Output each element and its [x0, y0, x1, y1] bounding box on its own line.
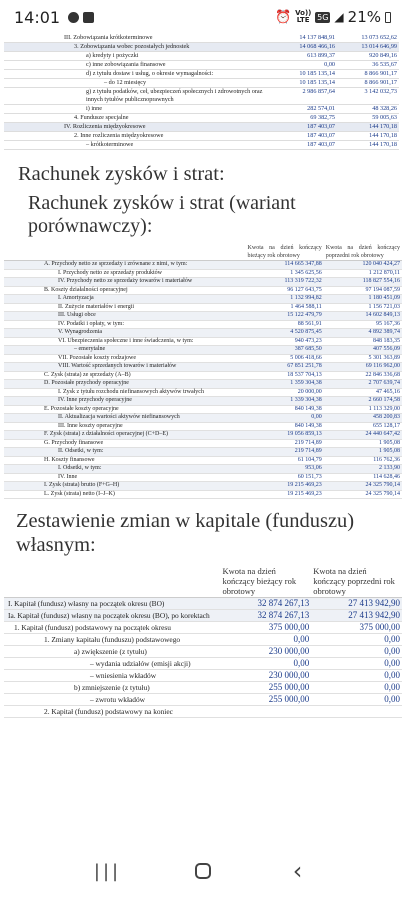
pl-row-previous-value: 4 892 389,74: [324, 329, 402, 338]
equity-row-previous-value: 0,00: [311, 646, 402, 658]
pl-row: [4, 405, 402, 414]
equity-title: Zestawienie zmian w kapitale (funduszu) własnym:: [16, 510, 355, 556]
equity-row: [4, 622, 402, 634]
pl-row-label: IV. Inne: [4, 473, 246, 482]
balance-row-current-value: 187 403,07: [275, 141, 337, 150]
balance-row-label: d) z tytułu dostaw i usług, o okresie wymagalności:: [4, 70, 275, 79]
balance-row: [4, 61, 399, 70]
pl-row-previous-value: 1 113 329,00: [324, 405, 402, 414]
balance-row: [4, 105, 399, 114]
equity-header-previous: Kwota na dzień kończący poprzedni rok obrotowy: [311, 565, 402, 598]
equity-row-previous-value: 27 413 942,90: [311, 610, 402, 622]
pl-row-current-value: 5 006 418,66: [246, 354, 324, 363]
pl-row-current-value: 4 520 875,45: [246, 329, 324, 338]
balance-row: [4, 79, 399, 88]
equity-row-label: I. Kapitał (fundusz) własny na początek okresu (BO): [4, 598, 221, 610]
balance-row-current-value: 282 574,01: [275, 105, 337, 114]
pl-row-current-value: 96 127 643,75: [246, 286, 324, 295]
pl-row-label: E. Pozostałe koszty operacyjne: [4, 405, 246, 414]
status-bar: [0, 0, 405, 34]
balance-row-label: III. Zobowiązania krótkoterminowe: [4, 34, 275, 43]
pl-row-label: H. Koszty finansowe: [4, 456, 246, 465]
pl-row-previous-value: 97 194 087,59: [324, 286, 402, 295]
equity-row: [4, 610, 402, 622]
balance-row: [4, 141, 399, 150]
equity-row-label: Ia. Kapitał (fundusz) własny na początek okresu (BO), po korektach: [4, 610, 221, 622]
pl-row-previous-value: 95 167,36: [324, 320, 402, 329]
pl-row-label: D. Pozostałe przychody operacyjne: [4, 380, 246, 389]
balance-row-current-value: 14 068 466,16: [275, 43, 337, 52]
equity-row-label: 1. Kapitał (fundusz) podstawowy na początek okresu: [4, 622, 221, 634]
equity-row-label: – zwrotu wkładów: [4, 694, 221, 706]
balance-row: [4, 114, 399, 123]
pl-row: [4, 422, 402, 431]
pl-row-label: II. Zużycie materiałów i energii: [4, 303, 246, 312]
equity-row-label: 1. Zmiany kapitału (funduszu) podstawowego: [4, 634, 221, 646]
balance-row-previous-value: 3 142 032,73: [337, 88, 399, 105]
balance-row-previous-value: 13 014 646,99: [337, 43, 399, 52]
pl-row-label: B. Koszty działalności operacyjnej: [4, 286, 246, 295]
balance-row-label: IV. Rozliczenia międzyokresowe: [4, 123, 275, 132]
equity-row-label: – wydania udziałów (emisji akcji): [4, 658, 221, 670]
pl-row-label: I. Odsetki, w tym:: [4, 465, 246, 474]
image-icon: [83, 12, 94, 23]
pl-row-previous-value: 458 200,83: [324, 414, 402, 423]
equity-row-current-value: 32 874 267,13: [221, 610, 312, 622]
pl-row-label: G. Przychody finansowe: [4, 439, 246, 448]
pl-row-previous-value: 2 707 639,74: [324, 380, 402, 389]
equity-header-current: Kwota na dzień kończący bieżący rok obrotowy: [221, 565, 312, 598]
pl-row-current-value: 219 714,89: [246, 439, 324, 448]
balance-row-previous-value: 59 005,63: [337, 114, 399, 123]
equity-row-current-value: 0,00: [221, 634, 312, 646]
pl-row: [4, 312, 402, 321]
equity-row: [4, 694, 402, 706]
pl-header-row: [4, 244, 402, 261]
pl-row-current-value: 18 537 704,13: [246, 371, 324, 380]
balance-row: [4, 132, 399, 141]
equity-row-previous-value: 0,00: [311, 682, 402, 694]
pl-row-label: IV. Inne przychody operacyjne: [4, 397, 246, 406]
pl-row-current-value: 840 149,38: [246, 422, 324, 431]
pl-row: [4, 414, 402, 423]
pl-row-label: I. Przychody netto ze sprzedaży produktów: [4, 269, 246, 278]
pl-row-current-value: 113 319 722,32: [246, 278, 324, 287]
pl-row-label: II. Odsetki, w tym:: [4, 448, 246, 457]
pl-row-current-value: 1 132 994,82: [246, 295, 324, 304]
equity-row-label: b) zmniejszenie (z tytułu): [4, 682, 221, 694]
balance-row-label: 2. Inne rozliczenia międzyokresowe: [4, 132, 275, 141]
pl-row-label: VIII. Wartość sprzedanych towarów i materiałów: [4, 363, 246, 372]
pl-row-previous-value: 24 325 790,14: [324, 490, 402, 499]
equity-row: [4, 634, 402, 646]
pl-row-current-value: 60 151,73: [246, 473, 324, 482]
pl-row-current-value: 0,00: [246, 414, 324, 423]
pl-row-previous-value: 14 602 849,13: [324, 312, 402, 321]
equity-row-current-value: 230 000,00: [221, 670, 312, 682]
pl-row-current-value: 67 851 251,78: [246, 363, 324, 372]
balance-row: [4, 34, 399, 43]
pl-row-previous-value: 848 183,35: [324, 337, 402, 346]
pl-row: [4, 346, 402, 355]
home-button[interactable]: [183, 856, 223, 886]
alarm-icon: ⏰: [274, 9, 292, 25]
pl-row-current-value: 61 104,79: [246, 456, 324, 465]
pl-row-current-value: 1 345 625,56: [246, 269, 324, 278]
pl-row: [4, 482, 402, 491]
balance-row-current-value: 0,00: [275, 61, 337, 70]
balance-row-previous-value: 48 328,26: [337, 105, 399, 114]
pl-row-label: II. Aktualizacja wartości aktywów niefinansowych: [4, 414, 246, 423]
pl-row-current-value: 953,06: [246, 465, 324, 474]
pl-row-previous-value: 1 212 870,11: [324, 269, 402, 278]
pl-row-current-value: 15 122 479,79: [246, 312, 324, 321]
balance-row-current-value: 69 382,75: [275, 114, 337, 123]
balance-sheet-table: [4, 34, 399, 150]
balance-row-previous-value: 8 866 901,17: [337, 79, 399, 88]
balance-row: [4, 88, 399, 105]
balance-row-current-value: 2 986 857,64: [275, 88, 337, 105]
pl-row-previous-value: 1 905,08: [324, 439, 402, 448]
pl-row-label: IV. Przychody netto ze sprzedaży towarów i materiałów: [4, 278, 246, 287]
pl-row-label: V. Wynagrodzenia: [4, 329, 246, 338]
back-button[interactable]: [278, 856, 318, 886]
recents-button[interactable]: [88, 856, 128, 886]
equity-row-current-value: 0,00: [221, 658, 312, 670]
pl-row-previous-value: 22 846 336,68: [324, 371, 402, 380]
pl-row-current-value: 1 464 588,11: [246, 303, 324, 312]
pl-row: [4, 303, 402, 312]
pl-row: [4, 337, 402, 346]
balance-row: [4, 43, 399, 52]
pl-row-previous-value: 69 116 962,00: [324, 363, 402, 372]
pl-row: [4, 380, 402, 389]
pl-row-previous-value: 655 128,17: [324, 422, 402, 431]
battery-icon: [385, 12, 391, 23]
pl-row-current-value: 19 215 469,23: [246, 490, 324, 499]
equity-row-previous-value: 0,00: [311, 670, 402, 682]
pl-row: [4, 329, 402, 338]
equity-row-current-value: 255 000,00: [221, 682, 312, 694]
balance-row: [4, 52, 399, 61]
balance-row: [4, 70, 399, 79]
pl-row-label: I. Zysk (strata) brutto (F+G–H): [4, 482, 246, 491]
pl-row: [4, 286, 402, 295]
equity-row: [4, 706, 402, 718]
pl-row-current-value: 19 215 469,23: [246, 482, 324, 491]
balance-row-label: i) inne: [4, 105, 275, 114]
pl-row-current-value: 1 339 304,38: [246, 397, 324, 406]
pl-row-current-value: 840 149,38: [246, 405, 324, 414]
balance-row-current-value: 10 185 135,14: [275, 70, 337, 79]
pl-row-current-value: 19 056 859,13: [246, 431, 324, 440]
pl-row: [4, 354, 402, 363]
notification-icons: [68, 12, 94, 23]
pl-row-previous-value: 1 156 721,03: [324, 303, 402, 312]
pl-row-label: I. Amortyzacja: [4, 295, 246, 304]
pl-table-title: Rachunek zysków i strat (wariant porównawczy):: [28, 192, 296, 237]
balance-row-previous-value: 920 849,16: [337, 52, 399, 61]
balance-row-label: – krótkoterminowe: [4, 141, 275, 150]
equity-row-current-value: 32 874 267,13: [221, 598, 312, 610]
balance-row-current-value: 613 899,37: [275, 52, 337, 61]
pl-row: [4, 371, 402, 380]
pl-row: [4, 473, 402, 482]
balance-row-current-value: 14 137 848,91: [275, 34, 337, 43]
pl-row-label: – emerytalne: [4, 346, 246, 355]
balance-row: [4, 123, 399, 132]
pl-row-label: I. Zysk z tytułu rozchodu niefinansowych aktywów trwałych: [4, 388, 246, 397]
pl-header-previous: Kwota na dzień kończący poprzedni rok obrotowy: [325, 245, 400, 259]
signal-icon: ◢: [334, 10, 344, 24]
balance-row-current-value: 187 403,07: [275, 132, 337, 141]
balance-row-previous-value: 144 170,18: [337, 141, 399, 150]
pl-row: [4, 431, 402, 440]
pl-row: [4, 465, 402, 474]
equity-row-current-value: 230 000,00: [221, 646, 312, 658]
pl-row: [4, 439, 402, 448]
equity-row-previous-value: [311, 706, 402, 718]
pl-row-previous-value: 1 180 451,09: [324, 295, 402, 304]
pl-row-current-value: 219 714,89: [246, 448, 324, 457]
equity-row-previous-value: 0,00: [311, 694, 402, 706]
pl-row-previous-value: 47 465,16: [324, 388, 402, 397]
pl-row-current-value: 387 685,50: [246, 346, 324, 355]
pl-row-previous-value: 407 556,09: [324, 346, 402, 355]
equity-row-previous-value: 0,00: [311, 658, 402, 670]
equity-row-label: – wniesienia wkładów: [4, 670, 221, 682]
pl-row: [4, 320, 402, 329]
pl-row-previous-value: 114 628,46: [324, 473, 402, 482]
status-time: 14:01: [14, 7, 61, 27]
pl-row-label: VII. Pozostałe koszty rodzajowe: [4, 354, 246, 363]
pl-row-previous-value: 118 827 554,16: [324, 278, 402, 287]
pl-row-label: VI. Ubezpieczenia społeczne i inne świadczenia, w tym:: [4, 337, 246, 346]
whatsapp-icon: [68, 12, 79, 23]
pl-row-label: L. Zysk (strata) netto (I–J–K): [4, 490, 246, 499]
equity-header-row: [4, 565, 402, 598]
pl-row-previous-value: 1 905,08: [324, 448, 402, 457]
balance-row-previous-value: 13 073 652,62: [337, 34, 399, 43]
system-icons: [275, 8, 391, 26]
pl-row-current-value: 1 359 304,38: [246, 380, 324, 389]
equity-row: [4, 682, 402, 694]
document-content[interactable]: [0, 34, 405, 842]
equity-row-current-value: 255 000,00: [221, 694, 312, 706]
balance-row-current-value: 187 403,07: [275, 123, 337, 132]
pl-row: [4, 388, 402, 397]
pl-row: [4, 269, 402, 278]
balance-row-label: a) kredyty i pożyczki: [4, 52, 275, 61]
pl-row-label: F. Zysk (strata) z działalności operacyjnej (C+D–E): [4, 431, 246, 440]
equity-row-label: 2. Kapitał (fundusz) podstawowy na koniec: [4, 706, 221, 718]
pl-row-current-value: 114 665 347,88: [246, 261, 324, 270]
equity-row-label: a) zwiększenie (z tytułu): [4, 646, 221, 658]
battery-level: 21%: [347, 8, 381, 26]
pl-row-previous-value: 5 301 363,89: [324, 354, 402, 363]
balance-row-previous-value: 144 170,18: [337, 132, 399, 141]
volte-icon: Vo)) LTE: [295, 9, 312, 24]
equity-row-current-value: [221, 706, 312, 718]
balance-row-label: g) z tytułu podatków, ceł, ubezpieczeń społecznych i zdrowotnych oraz innych tytułów publicznoprawnych: [4, 88, 275, 105]
equity-row: [4, 646, 402, 658]
pl-row: [4, 278, 402, 287]
pl-table: [4, 244, 402, 499]
pl-row: [4, 456, 402, 465]
back-icon: ‹: [292, 857, 303, 885]
balance-row-previous-value: 36 535,67: [337, 61, 399, 70]
equity-row-previous-value: 375 000,00: [311, 622, 402, 634]
pl-row-previous-value: 2 133,90: [324, 465, 402, 474]
navigation-bar: [0, 842, 405, 900]
home-icon: [195, 863, 211, 879]
pl-row-current-value: 20 000,00: [246, 388, 324, 397]
equity-row-current-value: 375 000,00: [221, 622, 312, 634]
pl-row-previous-value: 2 660 174,58: [324, 397, 402, 406]
5g-icon: 5G: [317, 12, 329, 22]
pl-row-previous-value: 120 040 424,27: [324, 261, 402, 270]
pl-row: [4, 490, 402, 499]
pl-row-label: C. Zysk (strata) ze sprzedaży (A–B): [4, 371, 246, 380]
recents-icon: |||: [93, 860, 122, 882]
pl-section-title: Rachunek zysków i strat:: [18, 163, 225, 185]
pl-row: [4, 295, 402, 304]
pl-row-label: III. Usługi obce: [4, 312, 246, 321]
pl-row: [4, 448, 402, 457]
balance-row-current-value: 10 185 135,14: [275, 79, 337, 88]
pl-row-previous-value: 24 440 647,42: [324, 431, 402, 440]
pl-row-current-value: 88 561,91: [246, 320, 324, 329]
balance-row-label: 4. Fundusze specjalne: [4, 114, 275, 123]
equity-row-previous-value: 0,00: [311, 634, 402, 646]
equity-row: [4, 658, 402, 670]
pl-row: [4, 363, 402, 372]
pl-row-label: III. Inne koszty operacyjne: [4, 422, 246, 431]
pl-row-label: IV. Podatki i opłaty, w tym:: [4, 320, 246, 329]
balance-row-previous-value: 144 170,18: [337, 123, 399, 132]
balance-row-label: c) inne zobowiązania finansowe: [4, 61, 275, 70]
balance-row-label: – do 12 miesięcy: [4, 79, 275, 88]
pl-row-previous-value: 24 325 790,14: [324, 482, 402, 491]
pl-row-previous-value: 116 762,36: [324, 456, 402, 465]
equity-row: [4, 598, 402, 610]
balance-row-previous-value: 8 866 901,17: [337, 70, 399, 79]
equity-table: [4, 565, 402, 718]
pl-header-current: Kwota na dzień kończący bieżący rok obrotowy: [247, 245, 322, 259]
equity-row: [4, 670, 402, 682]
pl-row: [4, 261, 402, 270]
pl-row: [4, 397, 402, 406]
balance-row-label: 3. Zobowiązania wobec pozostałych jednostek: [4, 43, 275, 52]
pl-row-label: A. Przychody netto ze sprzedaży i zrównane z nimi, w tym:: [4, 261, 246, 270]
equity-row-previous-value: 27 413 942,90: [311, 598, 402, 610]
pl-row-current-value: 940 473,23: [246, 337, 324, 346]
